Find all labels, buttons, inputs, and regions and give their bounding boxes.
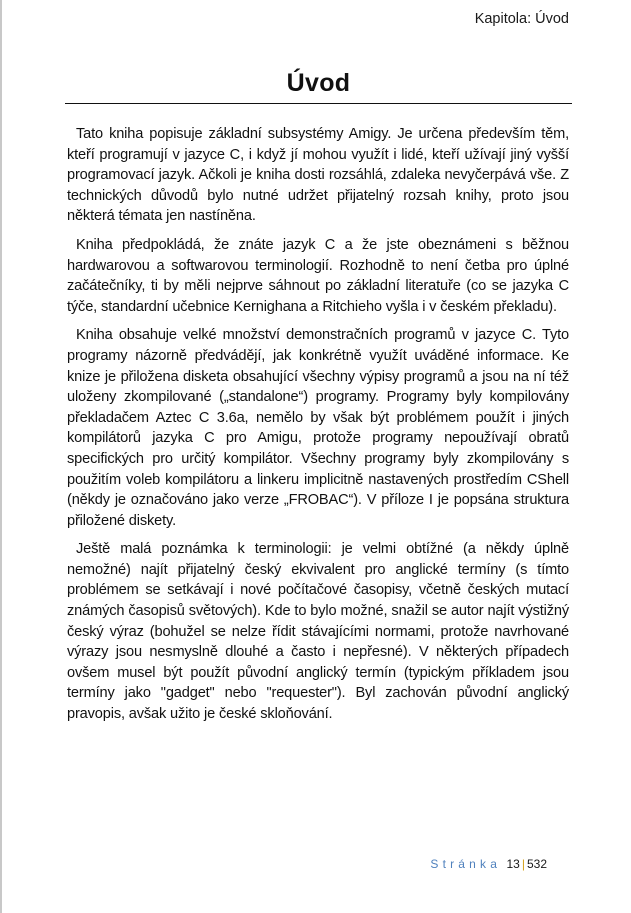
page-footer (430, 857, 547, 871)
paragraph-2: Kniha předpokládá, že znáte jazyk C a že jste obeznámeni s běžnou hardwarovou a softwarovou terminologií. Rozhodně to není četba pro úplné začátečníky, ti by měli nejprve sáhnout po základní literatuře (co se jazyka C týče, standardní učebnice Kernighana a Ritchieho vyšla i v českém překladu). (67, 236, 569, 315)
total-pages: 532 (526, 857, 547, 871)
chapter-title: Úvod (286, 69, 351, 97)
page-separator: | (521, 857, 525, 871)
chapter-body (67, 124, 569, 733)
page-label: Stránka (430, 857, 502, 871)
running-header: Kapitola: Úvod (474, 11, 569, 27)
page-number: 13 (506, 857, 520, 871)
title-underline-rule (65, 103, 572, 104)
paragraph-4: Ještě malá poznámka k terminologii: je velmi obtížné (a někdy úplně nemožné) najít přijatelný český ekvivalent pro anglické termíny (s tímto problémem se setkávají i nové počítačové časopisy, včetně českých mutací známých časopisů světových). Kde to bylo možné, snažil se autor najít výstižný český výraz (bohužel se nelze řídit stávajícími normami, protože navrhované výrazy jsou nesmyslně dlouhé a často i nepřesné). V některých případech ovšem musel být použít původní anglický termín (typickým příkladem jsou termíny jako "gadget" nebo "requester"). Byl zachován původní anglický pravopis, avšak užito je české skloňování. (67, 541, 569, 723)
paragraph-1: Tato kniha popisuje základní subsystémy Amigy. Je určena především těm, kteří programují v jazyce C, i když jí mohou využít i lidé, kteří užívají jiný vyšší programovací jazyk. Ačkoli je kniha dosti rozsáhlá, zdaleka nevyčerpává vše. Z technických důvodů bylo nutné udržet přijatelný rozsah knihy, proto jsou některá témata jen nastíněna. (67, 126, 569, 225)
paragraph-3: Kniha obsahuje velké množství demonstračních programů v jazyce C. Tyto programy názorně předvádějí, jak konkrétně využít uváděné informace. Ke knize je přiložena disketa obsahující všechny výpisy programů a jsou na ní též uloženy zkompilované („standalone“) programy. Programy byly kompilovány překladačem Aztec C 3.6a, nemělo by však být problémem použít i jiných kompilátorů jazyka C pro Amigu, protože programy nepoužívají obratů specifických pro určitý kompilátor. Všechny programy byly zkompilovány s použitím voleb kompilátoru a linkeru implicitně nastavených prostředím CShell (někdy je označováno jako verze „FROBAC“). V příloze I je popsána struktura přiložené diskety. (67, 327, 569, 529)
